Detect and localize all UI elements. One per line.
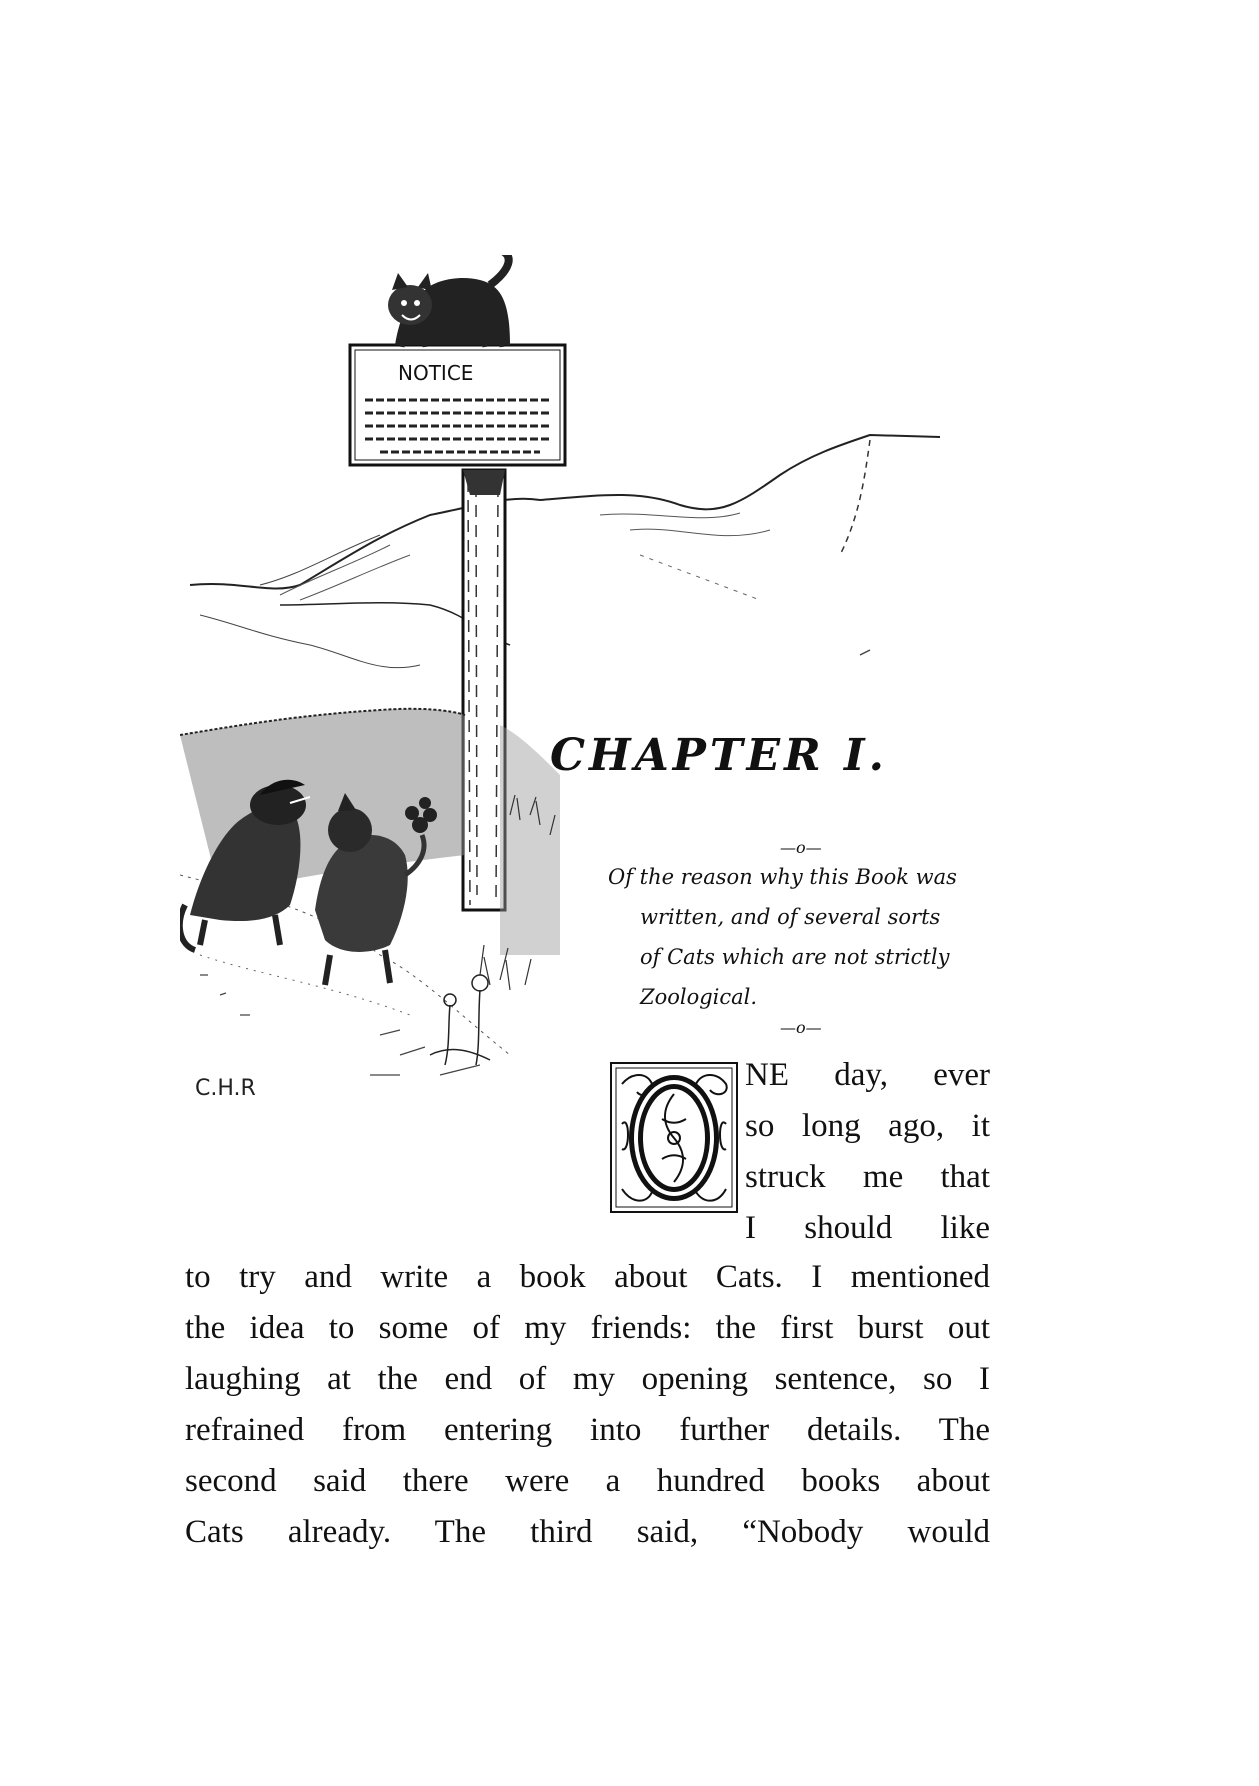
argument-line: written, and of several sorts (640, 905, 941, 929)
text-line: laughing at the end of my opening sentence, so I (185, 1361, 990, 1397)
text-line: refrained from entering into further details. The (185, 1412, 990, 1448)
argument-line: of Cats which are not strictly (640, 945, 950, 969)
text-line: second said there were a hundred books about (185, 1463, 990, 1499)
drop-cap (610, 1062, 738, 1213)
body-paragraph (185, 1252, 990, 1558)
argument-line: Of the reason why this Book was (608, 865, 957, 889)
text-line: struck me that (745, 1159, 990, 1195)
argument-line: Zoological. (640, 985, 758, 1009)
chapter-heading (550, 730, 950, 810)
separator-top: —o— (780, 838, 822, 857)
chapter-heading-text: CHAPTER I. (550, 730, 888, 781)
text-line: I should like (745, 1210, 990, 1246)
text-line: so long ago, it (745, 1108, 990, 1144)
opening-paragraph (745, 1050, 990, 1254)
text-line: the idea to some of my friends: the first burst out (185, 1310, 990, 1346)
separator-bottom: —o— (780, 1018, 822, 1037)
notice-sign-text: NOTICE (398, 361, 474, 385)
chapter-argument (608, 857, 988, 1017)
artist-signature: C.H.R (195, 1076, 256, 1101)
flowers (430, 975, 490, 1065)
cat-on-sign (388, 255, 510, 347)
text-line: to try and write a book about Cats. I mentioned (185, 1259, 990, 1295)
text-line: Cats already. The third said, “Nobody would (185, 1514, 990, 1550)
text-line: NE day, ever (745, 1057, 990, 1093)
drop-cap-letter (612, 1064, 736, 1211)
